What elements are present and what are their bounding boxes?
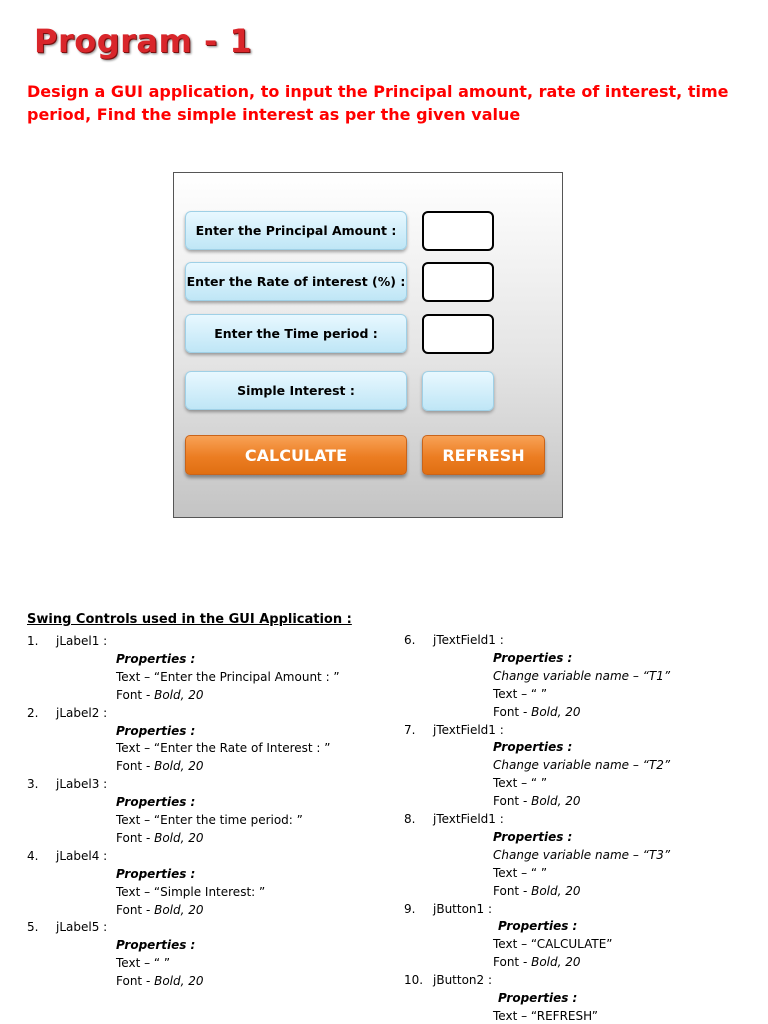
font-value: Bold, 20 (154, 902, 204, 917)
property-line: Text – “Enter the Principal Amount : ” (116, 669, 340, 684)
time-label: Enter the Time period : (185, 314, 407, 353)
properties-heading: Properties : (493, 829, 573, 844)
control-number: 3. (27, 777, 39, 792)
properties-heading: Properties : (493, 650, 573, 665)
font-value: Bold, 20 (531, 704, 581, 719)
font-property-line (493, 704, 581, 720)
control-name: jButton1 : (433, 901, 493, 916)
font-value: Bold, 20 (154, 830, 204, 845)
property-line: Text – “Simple Interest: ” (116, 884, 266, 899)
font-prefix: Font - (116, 687, 155, 702)
font-property-line (116, 687, 204, 703)
control-number: 9. (404, 901, 416, 916)
properties-heading: Properties : (116, 723, 196, 738)
control-number: 2. (27, 705, 39, 720)
font-value: Bold, 20 (154, 687, 204, 702)
font-prefix: Font - (493, 955, 532, 970)
control-name: jLabel1 : (56, 634, 108, 648)
properties-heading: Properties : (493, 740, 573, 755)
font-property-line (493, 793, 581, 809)
gui-form-panel (173, 172, 563, 518)
properties-heading: Properties : (116, 938, 196, 953)
page-title: Program - 1 (34, 22, 253, 60)
font-property-line (493, 954, 581, 970)
refresh-button[interactable]: REFRESH (422, 435, 545, 475)
control-name: jLabel3 : (56, 777, 108, 792)
control-name: jLabel5 : (56, 920, 108, 935)
control-name: jButton2 : (433, 973, 493, 988)
font-prefix: Font - (116, 830, 155, 845)
font-prefix: Font - (493, 794, 532, 809)
font-value: Bold, 20 (531, 955, 581, 970)
property-line: Text – “CALCULATE” (493, 937, 613, 952)
font-value: Bold, 20 (154, 974, 204, 989)
properties-heading: Properties : (116, 866, 196, 881)
property-line: Change variable name – “T2” (493, 758, 671, 773)
font-value: Bold, 20 (154, 759, 204, 774)
control-number: 6. (404, 633, 416, 647)
properties-heading: Properties : (498, 919, 578, 934)
font-property-line (116, 973, 204, 989)
controls-section-title: Swing Controls used in the GUI Application : (27, 612, 352, 627)
task-description: Design a GUI application, to input the Principal amount, rate of interest, time period, Find the simple interest as per the given value (27, 82, 729, 124)
principal-input[interactable] (422, 211, 494, 251)
property-line: Change variable name – “T3” (493, 847, 671, 862)
control-name: jTextField1 : (433, 722, 504, 737)
property-line: Text – “ ” (493, 865, 548, 880)
property-line: Text – “ ” (493, 776, 548, 791)
property-line: Text – “Enter the Rate of Interest : ” (116, 741, 331, 756)
properties-heading: Properties : (116, 795, 196, 810)
control-name: jLabel4 : (56, 848, 108, 863)
font-prefix: Font - (116, 759, 155, 774)
font-property-line (493, 883, 581, 899)
property-line: Text – “ ” (493, 686, 548, 701)
control-name: jTextField1 : (433, 812, 504, 826)
rate-input[interactable] (422, 262, 494, 302)
control-number: 5. (27, 920, 39, 935)
rate-label: Enter the Rate of interest (%) : (185, 262, 407, 301)
font-prefix: Font - (116, 902, 155, 917)
control-number: 7. (404, 722, 416, 737)
simple-interest-label: Simple Interest : (185, 371, 407, 410)
control-number: 4. (27, 848, 39, 863)
property-line: Change variable name – “T1” (493, 668, 671, 683)
properties-heading: Properties : (498, 991, 578, 1005)
property-line: Text – “REFRESH” (493, 1008, 598, 1023)
control-number: 10. (404, 973, 424, 988)
principal-label: Enter the Principal Amount : (185, 211, 407, 250)
font-property-line (116, 830, 204, 846)
time-input[interactable] (422, 314, 494, 354)
property-line: Text – “Enter the time period: ” (116, 813, 303, 827)
calculate-button[interactable]: CALCULATE (185, 435, 407, 475)
simple-interest-output (422, 371, 494, 411)
font-property-line (116, 758, 204, 774)
font-prefix: Font - (493, 883, 532, 898)
properties-heading: Properties : (116, 651, 196, 666)
font-value: Bold, 20 (531, 883, 581, 898)
property-line: Text – “ ” (116, 956, 171, 971)
font-value: Bold, 20 (531, 794, 581, 809)
control-name: jLabel2 : (56, 705, 108, 720)
control-number: 8. (404, 812, 416, 826)
font-prefix: Font - (116, 974, 155, 989)
font-property-line (116, 902, 204, 918)
control-number: 1. (27, 634, 39, 648)
font-prefix: Font - (493, 704, 532, 719)
control-name: jTextField1 : (433, 633, 504, 647)
